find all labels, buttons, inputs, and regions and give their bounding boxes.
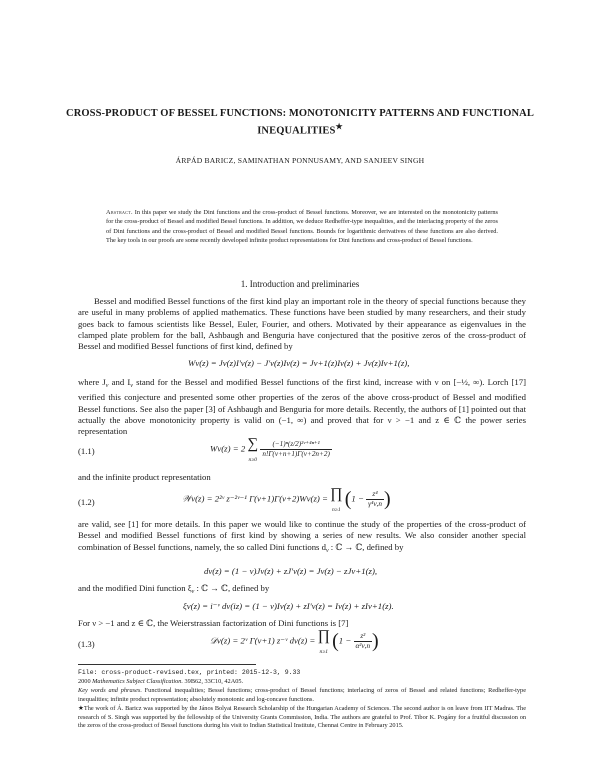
abstract [106,208,498,246]
equation-1-1: Wν(z) = 2 ∑ n≥0 $\frac{\text{(−1)ⁿ(z/2)²ᵛ⁺⁴ⁿ⁺¹}}{n!\Gamma(\nu+n+1)\Gamma(\nu+2n+2)}$ [210,436,330,463]
paper-title: CROSS-PRODUCT OF BESSEL FUNCTIONS: MONOTONICITY PATTERNS AND FUNCTIONAL INEQUALITIES★ [66,108,534,137]
equation-1-2: 𝒲ν(z) = 2²ᵛ z⁻²ᵛ⁻¹ Γ(ν+1)Γ(ν+2)Wν(z) = ∏ n≥1 (1 − $\frac{\text{z⁴}}{\text{γ⁴ν,n}}$ ) [182,486,391,513]
abstract-text: In this paper we study the Dini functions and the cross-product of Bessel functions. Moreover, we are interested on the monotonicity patterns for the cross-product of Bessel and modified Bessel functions. In addition, we deduce Redheffer-type inequalities, and the interlacing property of the zeros of Dini functions and the cross-product of Bessel and modified Bessel functions. Bounds for logarithmic derivatives of these functions are also derived. The key tools in our proofs are some recently developed infinite product representations for Dini functions and cross-product of Bessel functions. [106,209,498,245]
product-symbol-2: ∏ [317,628,330,644]
paragraph-dini-intro: are valid, see [1] for more details. In this paper we would like to continue the study of the properties of the cross-product of Bessel and modified Bessel functions of first kind by showing a series of new results. We also consider another special combination of Bessel functions, namely, the so called Dini functions $d_\nu$ : ℂ → ℂ, defined by [78,519,526,554]
equation-modified-dini-def: ξν(z) = i⁻ᵛ dν(iz) = (1 − ν)Iν(z) + zI′ν(z) = Iν(z) + zIν+1(z). [183,601,394,611]
product-symbol: ∏ [330,486,343,502]
footnote-file: File: cross-product-revised.tex, printed: 2015-12-3, 9.33 [78,669,301,676]
sum-symbol: ∑ [247,436,259,452]
footnote-rule [78,664,256,665]
author-line: ÁRPÁD BARICZ, SAMINATHAN PONNUSAMY, AND SANJEEV SINGH [175,156,425,165]
paragraph-modified-dini: and the modified Dini function $\xi_\nu$ : ℂ → ℂ, defined by [78,583,270,595]
title-star: ★ [335,122,343,131]
equation-cross-product-def: Wν(z) = Jν(z)I′ν(z) − J′ν(z)Iν(z) = Jν+1(z)Iν(z) + Jν(z)Iν+1(z), [188,358,410,368]
paragraph-intro: Bessel and modified Bessel functions of the first kind play an important role in the theory of special functions because they are useful in many problems of applied mathematics. These functions have been studied by many researchers, and their study goes back to famous scientists like Bessel, Euler, Fourier, and others. Motivated by their appearance as eigenvalues in the clamped plate problem for the ball, Ashbaugh and Benguria have conjectured that the positive zeros of the cross-product of Bessel and modified Bessel functions of first kind, defined by [78,296,526,352]
paragraph-weierstrass: For ν > −1 and z ∈ ℂ, the Weierstrassian factorization of Dini functions is [7] [78,618,349,628]
equation-1-3: 𝒟ν(z) = 2ᵛ Γ(ν+1) z⁻ᵛ dν(z) = ∏ n≥1 (1 − $\frac{\text{z²}}{\text{α²ν,n}}$ ) [210,628,379,655]
equation-1-1-fraction: $\frac{\text{(−1)ⁿ(z/2)²ᵛ⁺⁴ⁿ⁺¹}}{n!\Gamma(\nu+n+1)\Gamma(\nu+2n+2)}$ [262,440,330,458]
equation-number-1-1: (1.1) [78,446,95,456]
equation-dini-def: dν(z) = (1 − ν)Jν(z) + zJ′ν(z) = Jν(z) − zJν+1(z), [204,566,378,576]
footnote-msc: 2000 Mathematics Subject Classification. 39B62, 33C10, 42A05. [78,678,244,685]
paragraph-lorch: where $J_\nu$ and $I_\nu$ stand for the Bessel and modified Bessel functions of the first kind, increase with ν on [−½, ∞). Lorch [17] verified this conjecture and presented some other properties of the zeros of the above cross-product of Bessel and modified Bessel functions. See also the paper [3] of Ashbaugh and Benguria for more details. Recently, the authors of [1] pointed out that actually the above monotonicity property is valid on (−1, ∞) and proved that for ν > −1 and z ∈ ℂ the power series representation [78,377,527,437]
abstract-label: Abstract. [106,209,133,216]
equation-number-1-2: (1.2) [78,497,95,507]
footnote-acknowledgement: ★The work of Á. Baricz was supported by the János Bolyai Research Scholarship of the Hungarian Academy of Sciences. The second author is on leave from IIT Madras. The research of S. Singh was supported by the fellowship of the University Grants Commission, India. The authors are grateful to Prof. Tibor K. Pogány for a fruitful discussion on the zeros of the cross-product of Bessel functions during his visit to Indian Statistical Institute, Chennai Centre in February 2015. [78,705,526,730]
section-heading: 1. Introduction and preliminaries [240,279,360,289]
equation-number-1-3: (1.3) [78,639,95,649]
footnote-keywords: Key words and phrases. Functional inequalities; Bessel functions; cross-product of Bessel functions; interlacing of zeros of Bessel and related functions; Redheffer-type inequalities; infinite product representation; absolutely monotonic and log-concave functions. [78,687,526,703]
paragraph-product-intro: and the infinite product representation [78,472,211,482]
